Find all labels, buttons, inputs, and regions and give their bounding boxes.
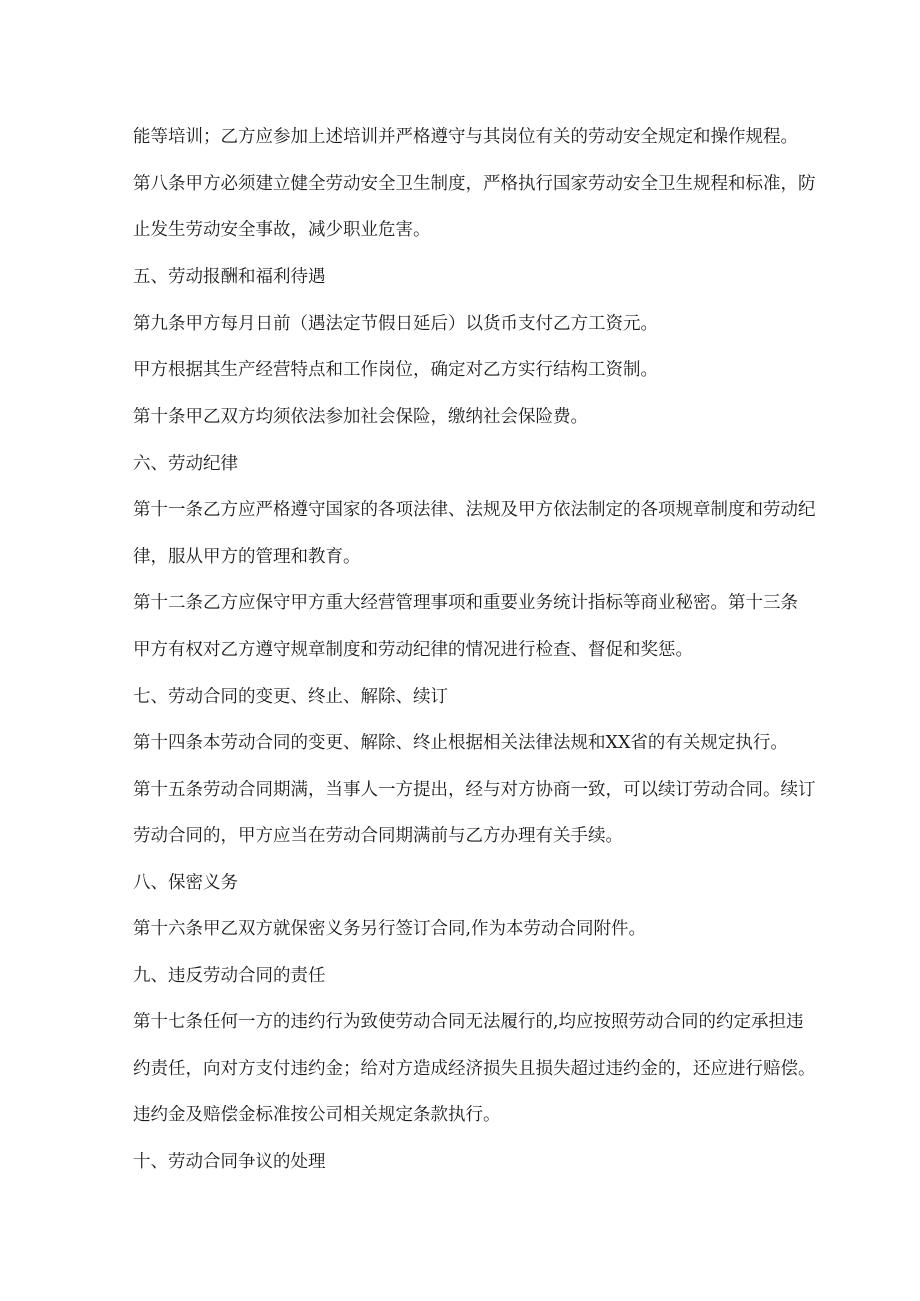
text-line: 约责任，向对方支付违约金；给对方造成经济损失且损失超过违约金的，还应进行赔偿。 — [133, 1059, 816, 1079]
text-line: 第十条甲乙双方均须依法参加社会保险，缴纳社会保险费。 — [133, 407, 588, 427]
section-heading: 六、劳动纪律 — [133, 454, 238, 474]
text-line: 甲方根据其生产经营特点和工作岗位，确定对乙方实行结构工资制。 — [133, 360, 658, 380]
section-heading: 五、劳动报酬和福利待遇 — [133, 267, 326, 287]
text-line: 第十七条任何一方的违约行为致使劳动合同无法履行的,均应按照劳动合同的约定承担违 — [133, 1012, 804, 1032]
section-heading: 十、劳动合同争议的处理 — [133, 1152, 326, 1172]
text-line: 律，服从甲方的管理和教育。 — [133, 547, 361, 567]
text-line: 第十四条本劳动合同的变更、解除、终止根据相关法律法规和XX省的有关规定执行。 — [133, 733, 788, 753]
text-line: 能等培训；乙方应参加上述培训并严格遵守与其岗位有关的劳动安全规定和操作规程。 — [133, 127, 798, 147]
text-line: 第九条甲方每月日前（遇法定节假日延后）以货币支付乙方工资元。 — [133, 314, 658, 334]
text-line: 违约金及赔偿金标准按公司相关规定条款执行。 — [133, 1105, 501, 1125]
text-line: 劳动合同的，甲方应当在劳动合同期满前与乙方办理有关手续。 — [133, 826, 623, 846]
text-line: 止发生劳动安全事故，减少职业危害。 — [133, 220, 431, 240]
text-line: 第十二条乙方应保守甲方重大经营管理事项和重要业务统计指标等商业秘密。第十三条 — [133, 593, 798, 613]
section-heading: 七、劳动合同的变更、终止、解除、续订 — [133, 687, 448, 707]
text-line: 第十一条乙方应严格遵守国家的各项法律、法规及甲方依法制定的各项规章制度和劳动纪 — [133, 500, 816, 520]
section-heading: 九、违反劳动合同的责任 — [133, 966, 326, 986]
text-line: 第八条甲方必须建立健全劳动安全卫生制度，严格执行国家劳动安全卫生规程和标准，防 — [133, 174, 816, 194]
section-heading: 八、保密义务 — [133, 873, 238, 893]
text-line: 第十五条劳动合同期满，当事人一方提出，经与对方协商一致，可以续订劳动合同。续订 — [133, 780, 816, 800]
text-line: 甲方有权对乙方遵守规章制度和劳动纪律的情况进行检查、督促和奖惩。 — [133, 640, 693, 660]
text-line: 第十六条甲乙双方就保密义务另行签订合同,作为本劳动合同附件。 — [133, 919, 647, 939]
